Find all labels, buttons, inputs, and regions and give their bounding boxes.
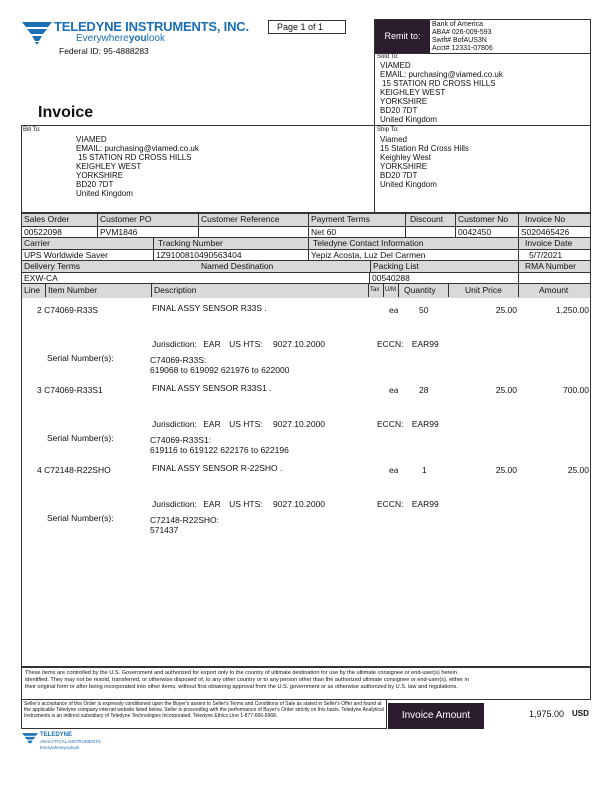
hts-value: 9027.10.2000 (273, 419, 326, 429)
customer-reference-value (199, 226, 309, 237)
item-um: ea (389, 305, 399, 315)
export-notice: These items are controlled by the U.S. Government and authorized for export only to the country of ultimate destination for use by the ultimate consignee or end-user(s) herein identified. They may not be resold, transferred, or otherwise disposed of, to any other country or to any person other than the authorized ultimate consignee or end-user(s), either in their original form or after being incorporated into other items, without first obtaining approval from the U.S. government or as otherwise authorized by U.S. law and regulations. (21, 667, 591, 700)
item-description: FINAL ASSY SENSOR R33S . (152, 303, 267, 313)
customer-reference-header: Customer Reference (199, 214, 309, 226)
ship-to-box (374, 125, 591, 213)
remit-box (374, 19, 591, 54)
line-item (21, 385, 591, 455)
footer-logo (22, 732, 112, 760)
bill-to-box (21, 125, 375, 213)
serial-label: Serial Number(s): (47, 513, 114, 523)
invoice-date-value: 5/7/2021 (519, 249, 590, 260)
item-um: ea (389, 385, 399, 395)
footer-logo-tag: Everywhereyoulook (40, 745, 80, 750)
sold-to-box (374, 53, 591, 126)
customer-po-header: Customer PO (98, 214, 199, 226)
item-number: C72148-R22SHO (44, 465, 111, 475)
item-amount: 700.00 (563, 385, 589, 395)
sold-to-line: United Kingdom (380, 115, 437, 124)
item-unit-price: 25.00 (495, 305, 517, 315)
hts-label: US HTS: (229, 499, 263, 509)
company-tagline: Everywhereyoulook (76, 33, 165, 44)
item-number: C74069-R33S (44, 305, 98, 315)
sold-to-line: EMAIL: purchasing@viamed.co.uk (380, 70, 503, 79)
serial-item: C72148-R22SHO: (150, 515, 219, 525)
line-item (21, 305, 591, 375)
company-logo (22, 20, 52, 46)
sales-order-value: 00522098 (22, 226, 98, 237)
bill-to-line: 15 STATION RD CROSS HILLS (78, 153, 192, 162)
sold-to-line: YORKSHIRE (380, 97, 428, 106)
line-item (21, 465, 591, 535)
eccn-label: ECCN: (377, 419, 404, 429)
invoice-amount-label: Invoice Amount (388, 703, 484, 729)
jurisdiction-value: EAR (203, 419, 221, 429)
customer-no-header: Customer No (456, 214, 519, 226)
serial-label: Serial Number(s): (47, 433, 114, 443)
serial-label: Serial Number(s): (47, 353, 114, 363)
invoice-amount-value: 1,975.00 (528, 709, 564, 719)
invoice-date-header: Invoice Date (519, 237, 590, 249)
ship-to-line: YORKSHIRE (380, 162, 428, 171)
line-header: Line (22, 284, 46, 297)
eccn-value: EAR99 (411, 339, 439, 349)
teledyne-logo-icon (22, 20, 52, 46)
jurisdiction-label: Jurisdiction: (152, 499, 197, 509)
ship-to-line: 15 Station Rd Cross Hills (380, 144, 469, 153)
invoice-no-value: S020465426 (519, 226, 590, 237)
sold-to-line: BD20 7DT (380, 106, 418, 115)
sold-to-line: KEIGHLEY WEST (380, 88, 446, 97)
hts-value: 9027.10.2000 (273, 499, 326, 509)
eccn-value: EAR99 (411, 419, 439, 429)
terms-notice: Seller's acceptance of this Order is expressly conditioned upon the Buyer's assent to Seller's Terms and Conditions of Sale as stated in Seller's Offer and found at the applicable Teledyne company internet website listed below. Seller is proceeding with the performance of Buyer's Order strictly on this basis. Teledyne Analytical Instruments is an indirect subsidiary of Teledyne Technologies Incorporated. Teledyne Ethics Line 1-877-666-6968. (21, 699, 387, 729)
customer-po-value: PVM1846 (98, 226, 199, 237)
jurisdiction-value: EAR (203, 339, 221, 349)
rma-number-value (519, 272, 590, 283)
item-qty: 50 (419, 305, 429, 315)
named-destination-header: Named Destination (199, 260, 370, 272)
item-amount: 1,250.00 (555, 305, 589, 315)
um-header: U/M (384, 284, 399, 297)
contact-info-value: Yepiz Acosta, Luz Del Carmen (309, 249, 519, 260)
teledyne-footer-logo-icon (22, 732, 38, 746)
item-amount: 25.00 (567, 465, 589, 475)
sold-to-label: Sold To: (377, 54, 399, 60)
remit-swift: Swift# BofAUS3N (432, 37, 487, 44)
amount-header: Amount (539, 285, 569, 295)
carrier-value: UPS Worldwide Saver (22, 249, 154, 260)
remit-label: Remit to: (375, 20, 430, 53)
bill-to-line: VIAMED (76, 135, 107, 144)
item-qty: 1 (422, 465, 427, 475)
hts-value: 9027.10.2000 (273, 339, 326, 349)
sales-order-header: Sales Order (22, 214, 98, 226)
ship-to-line: BD20 7DT (380, 171, 418, 180)
footer-logo-sub: ANALYTICAL INSTRUMENTS (40, 739, 101, 744)
item-description: FINAL ASSY SENSOR R-22SHO . (152, 463, 283, 473)
unit-price-header: Unit Price (449, 284, 519, 297)
tracking-number-value: 1Z9100810490563404 (154, 249, 309, 260)
packing-list-header: Packing List (370, 260, 519, 272)
sold-to-line: VIAMED (380, 61, 411, 70)
bill-to-line: United Kingdom (76, 189, 133, 198)
serial-item: C74069-R33S: (150, 355, 207, 365)
item-unit-price: 25.00 (495, 465, 517, 475)
line-number: 2 (37, 305, 42, 315)
remit-bank: Bank of America (432, 21, 483, 28)
serial-values: 619068 to 619092 621976 to 622000 (150, 365, 290, 375)
item-qty: 28 (419, 385, 429, 395)
order-info-grid (21, 213, 591, 298)
discount-header: Discount (406, 214, 456, 226)
invoice-currency: USD (572, 709, 589, 718)
packing-list-value: 00540288 (370, 272, 519, 283)
contact-info-header: Teledyne Contact Information (309, 237, 519, 249)
rma-number-header: RMA Number (519, 260, 590, 272)
bill-to-line: KEIGHLEY WEST (76, 162, 142, 171)
jurisdiction-label: Jurisdiction: (152, 419, 197, 429)
item-number: C74069-R33S1 (44, 385, 103, 395)
bill-to-line: BD20 7DT (76, 180, 114, 189)
ship-to-line: Viamed (380, 135, 407, 144)
bill-to-line: EMAIL: purchasing@viamed.co.uk (76, 144, 199, 153)
serial-item: C74069-R33S1: (150, 435, 211, 445)
bill-to-label: Bill To: (23, 127, 41, 133)
line-number: 3 (37, 385, 42, 395)
payment-terms-header: Payment Terms (309, 214, 406, 226)
sold-to-line: 15 STATION RD CROSS HILLS (382, 79, 496, 88)
delivery-terms-header: Delivery Terms (22, 260, 199, 272)
carrier-header: Carrier (22, 237, 154, 249)
eccn-label: ECCN: (377, 339, 404, 349)
ship-to-line: Keighley West (380, 153, 431, 162)
page-indicator: Page 1 of 1 (268, 20, 346, 34)
remit-aba: ABA# 026-009-593 (432, 29, 492, 36)
remit-acct: Acct# 12331-07806 (432, 45, 493, 52)
quantity-header: Quantity (399, 284, 449, 297)
tax-header: Tax (369, 284, 384, 297)
ship-to-label: Ship To: (377, 127, 399, 133)
federal-id: Federal ID: 95-4888283 (59, 46, 149, 56)
jurisdiction-value: EAR (203, 499, 221, 509)
payment-terms-value: Net 60 (309, 226, 406, 237)
item-um: ea (389, 465, 399, 475)
jurisdiction-label: Jurisdiction: (152, 339, 197, 349)
document-title: Invoice (38, 104, 94, 121)
description-header: Description (152, 284, 369, 297)
item-description: FINAL ASSY SENSOR R33S1 . (152, 383, 272, 393)
invoice-no-header: Invoice No (525, 214, 566, 224)
tracking-number-header: Tracking Number (154, 237, 309, 249)
bill-to-line: YORKSHIRE (76, 171, 124, 180)
item-unit-price: 25.00 (495, 385, 517, 395)
delivery-terms-value: EXW-CA (22, 272, 370, 283)
company-name: TELEDYNE INSTRUMENTS, INC. (54, 19, 249, 34)
footer-logo-name: TELEDYNE (40, 732, 73, 738)
hts-label: US HTS: (229, 419, 263, 429)
serial-values: 619116 to 619122 622176 to 622196 (150, 445, 289, 455)
serial-values: 571437 (150, 525, 179, 535)
eccn-label: ECCN: (377, 499, 404, 509)
item-number-header: Item Number (46, 284, 152, 297)
eccn-value: EAR99 (411, 499, 439, 509)
line-number: 4 (37, 465, 42, 475)
discount-value (406, 226, 456, 237)
ship-to-line: United Kingdom (380, 180, 437, 189)
hts-label: US HTS: (229, 339, 263, 349)
customer-no-value: 0042450 (456, 226, 519, 237)
